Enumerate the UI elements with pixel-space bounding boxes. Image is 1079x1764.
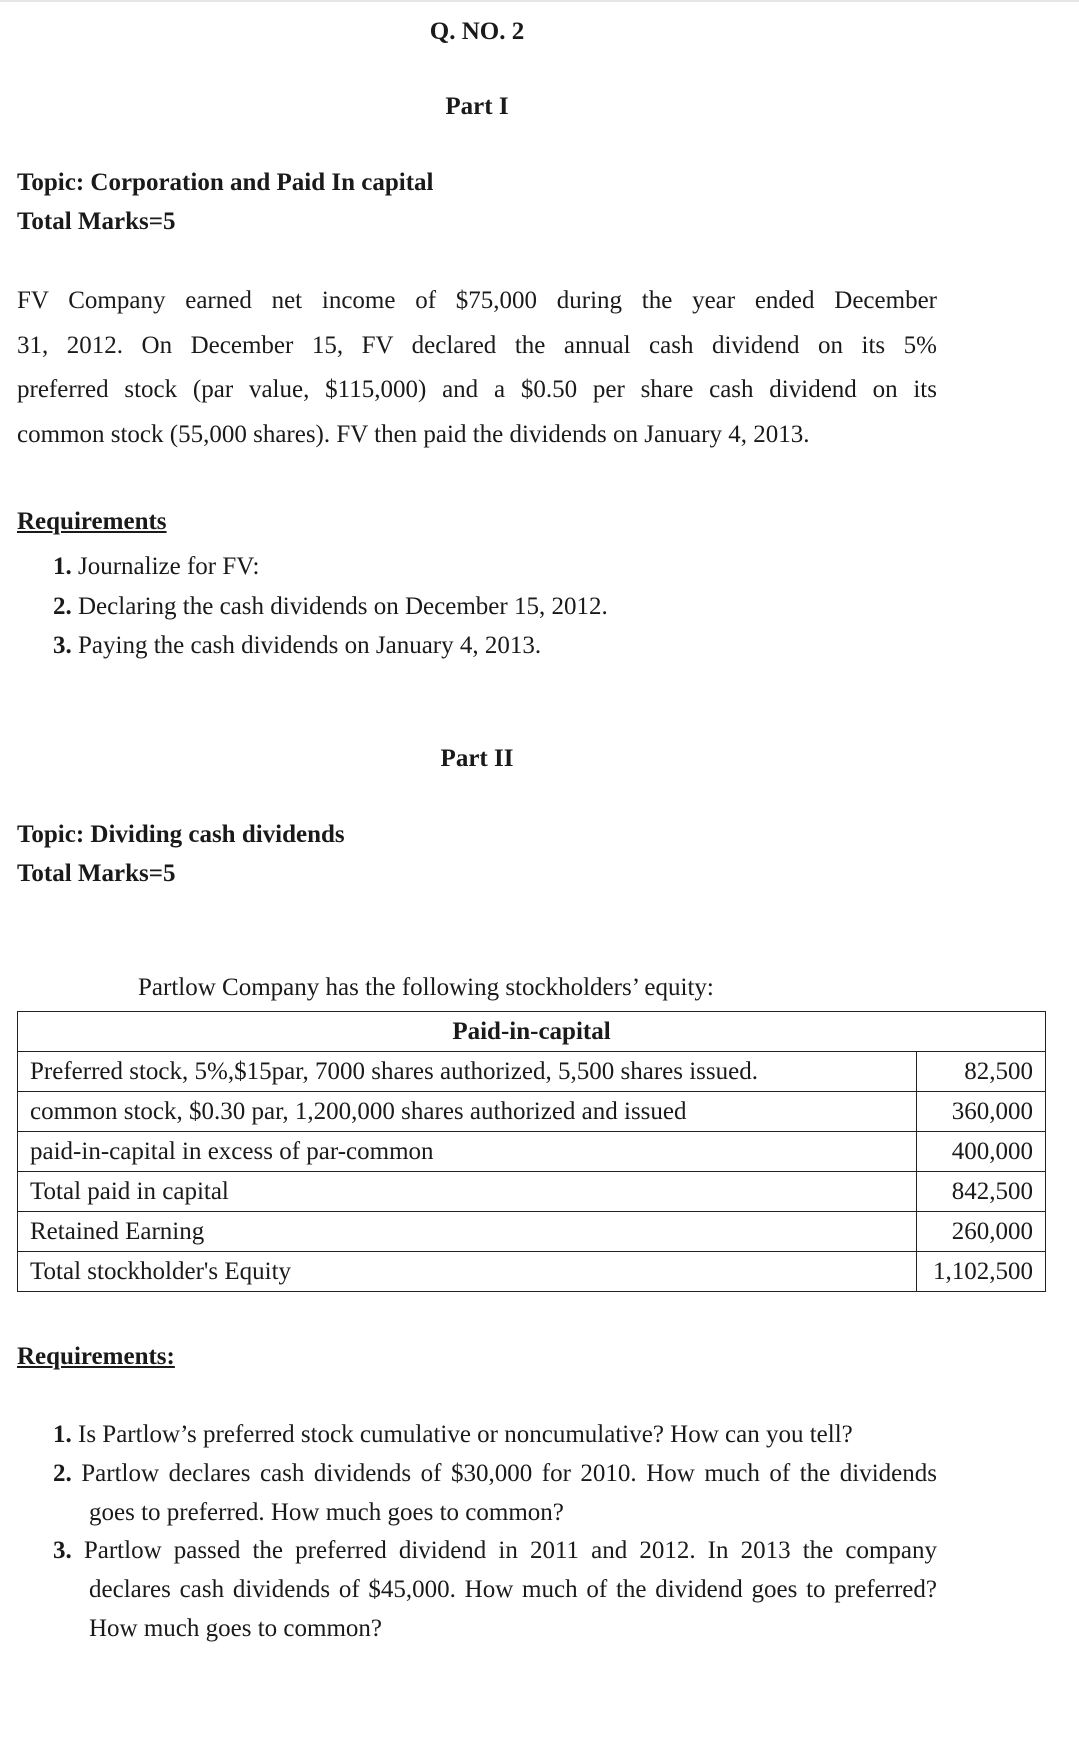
item-number: 1. [53,553,72,580]
requirement-item [53,1455,937,1533]
row-value: 1,102,500 [917,1252,1046,1292]
item-number: 3. [53,632,72,659]
item-number: 2. [53,1459,72,1487]
paragraph-line: common stock (55,000 shares). FV then paid the dividends on January 4, 2013. [17,420,810,448]
part2-requirements-heading: Requirements: [17,1343,175,1370]
item-number: 1. [53,1421,72,1448]
item-text: Partlow declares cash dividends of $30,000 for 2010. How much of the dividends goes to preferred. How much goes to common? [81,1459,938,1526]
top-divider [0,0,1079,2]
part2-title: Part II [440,745,514,772]
item-text: Journalize for FV: [78,553,260,580]
paragraph-line: preferred stock (par value, $115,000) and a $0.50 per share cash dividend on its [17,376,937,403]
table-row [18,1172,1046,1212]
item-text: Partlow passed the preferred dividend in 2011 and 2012. In 2013 the company declares cash dividends of $45,000. How much of the dividend goes to preferred? How much goes to common? [83,1537,937,1642]
question-number: Q. NO. 2 [429,18,525,45]
part1-requirements-heading: Requirements [17,508,167,535]
row-label: Preferred stock, 5%,$15par, 7000 shares authorized, 5,500 shares issued. [18,1052,917,1092]
row-label: common stock, $0.30 par, 1,200,000 shares authorized and issued [18,1092,917,1132]
table-row [18,1212,1046,1252]
item-text: Declaring the cash dividends on December 15, 2012. [78,592,608,620]
row-value: 82,500 [917,1052,1046,1092]
item-number: 3. [53,1537,72,1565]
requirement-item [53,1532,937,1648]
part2-marks: Total Marks=5 [17,860,176,887]
row-value: 260,000 [917,1212,1046,1252]
part2-requirements-list [53,1416,937,1649]
part1-requirements-list [53,547,608,666]
item-text: Is Partlow’s preferred stock cumulative or noncumulative? How can you tell? [78,1421,853,1448]
requirement-item [53,1416,937,1455]
part1-paragraph [17,279,937,457]
row-label: paid-in-capital in excess of par-common [18,1132,917,1172]
paragraph-line: FV Company earned net income of $75,000 during the year ended December [17,287,937,314]
table-row [18,1252,1046,1292]
row-label: Total paid in capital [18,1172,917,1212]
part1-title: Part I [445,93,509,120]
table-header-row [18,1012,1046,1052]
table-intro: Partlow Company has the following stockholders’ equity: [138,974,714,1001]
table-row [18,1092,1046,1132]
part1-marks: Total Marks=5 [17,208,176,235]
row-label: Retained Earning [18,1212,917,1252]
table-header: Paid-in-capital [18,1012,1046,1052]
requirement-item [53,626,608,666]
requirement-item [53,547,608,587]
stockholders-equity-table [17,1011,1046,1292]
part1-topic: Topic: Corporation and Paid In capital [17,169,434,196]
part2-topic: Topic: Dividing cash dividends [17,821,345,848]
row-value: 360,000 [917,1092,1046,1132]
row-value: 842,500 [917,1172,1046,1212]
paragraph-line: 31, 2012. On December 15, FV declared the annual cash dividend on its 5% [17,331,937,359]
table-row [18,1132,1046,1172]
table-row [18,1052,1046,1092]
item-number: 2. [53,592,72,620]
row-value: 400,000 [917,1132,1046,1172]
row-label: Total stockholder's Equity [18,1252,917,1292]
item-text: Paying the cash dividends on January 4, 2013. [78,632,542,659]
requirement-item [53,587,608,627]
